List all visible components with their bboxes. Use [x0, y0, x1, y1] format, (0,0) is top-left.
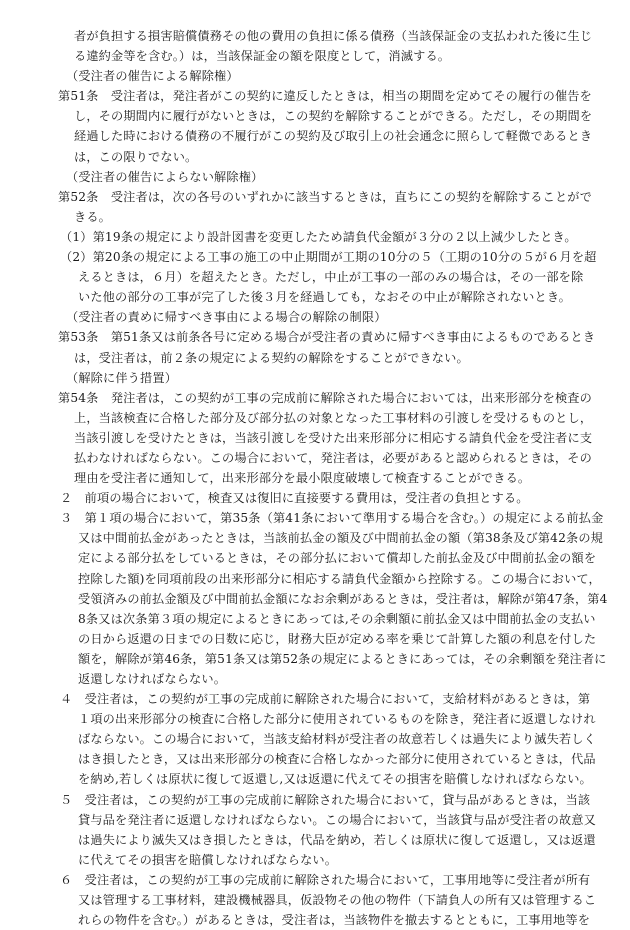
text-line: 定による部分払をしているときは，その部分払において償却した前払金及び中間前払金の額を	[78, 551, 597, 566]
text-line: 8条又は次条第３項の規定によるときにあっては,その余剰額に前払金又は中間前払金の支払い	[78, 611, 596, 626]
article-line: 第52条 受注者は，次の各号のいずれかに該当するときは，直ちにこの契約を解除することがで	[58, 189, 592, 204]
text-line: えるときは，６月）を超えたとき。ただし，中止が工事の一部のみの場合は，その一部を除	[78, 270, 584, 285]
text-line: 理由を受注者に通知して，出来形部分を最小限度破壊して検査することができる。	[74, 471, 531, 486]
text-line: は，受注者は，前２条の規定による契約の解除をすることができない。	[74, 350, 469, 365]
text-line: 払わなければならない。この場合において，発注者は，必要があると認められるときは，その	[74, 450, 592, 465]
text-line: し，その期間内に履行がないときは，この契約を解除することができる。ただし，その期間を	[74, 109, 593, 124]
text-line: 額を，解除が第46条，第51条又は第52条の規定によるときにあっては，その余剰額を発注者に	[78, 651, 607, 666]
section-heading: （受注者の責めに帰すべき事由による場合の解除の制限）	[66, 310, 387, 325]
text-line: 者が負担する損害賠償債務その他の費用の負担に係る債務（当該保証金の支払われた後に生じ	[74, 29, 593, 43]
text-line: の日から返還の日までの日数に応じ，財務大臣が定める率を乗じて計算した額の利息を付した	[78, 631, 597, 646]
article-line: 第51条 受注者は，発注者がこの契約に違反したときは，相当の期間を定めてその履行の催告を	[58, 89, 592, 104]
text-line: はき損したとき，又は出来形部分の検査に合格しなかった部分に使用されているときは，代品	[78, 752, 596, 767]
paragraph-line: ６ 受注者は，この契約が工事の完成前に解除された場合において，工事用地等に受注者が所有	[60, 872, 591, 887]
text-line: １項の出来形部分の検査に合格した部分に使用されているものを除き，発注者に返還しなけれ	[78, 712, 596, 727]
text-line: 経過した時における債務の不履行がこの契約及び取引上の社会通念に照らして軽微であるとき	[74, 129, 593, 144]
text-line: 又は中間前払金があったときは，当該前払金の額及び中間前払金の額（第38条及び第42条の規	[78, 531, 603, 546]
text-line: 上，当該検査に合格した部分及び部分払の対象となった工事材料の引渡しを受けるものとし，	[74, 410, 593, 425]
paragraph-line: ５ 受注者は，この契約が工事の完成前に解除された場合において，貸与品があるときは，当該	[60, 792, 591, 807]
paragraph-line: ４ 受注者は，この契約が工事の完成前に解除された場合において，支給材料があるときは，第	[60, 692, 591, 707]
text-line: に代えてその損害を賠償しなければならない。	[78, 852, 338, 867]
text-line: は過失により滅失又はき損したときは，代品を納め，若しくは原状に復して返還し，又は返還	[78, 832, 596, 847]
text-line: 又は管理する工事材料，建設機械器具，仮設物その他の物件（下請負人の所有又は管理するこ	[78, 893, 597, 908]
text-line: れらの物件を含む。）があるときは，受注者は，当該物件を撤去するとともに，工事用地等を	[78, 913, 591, 928]
text-line: いた他の部分の工事が完了した後３月を経過しても，なおその中止が解除されないとき。	[78, 290, 572, 305]
paragraph-line: ３ 第１項の場合において，第35条（第41条において準用する場合を含む。）の規定による前払金	[60, 511, 604, 526]
text-line: 貸与品を発注者に返還しなければならない。この場合において，当該貸与品が受注者の故意又	[78, 812, 596, 827]
section-heading: （受注者の催告によらない解除権）	[66, 169, 264, 184]
section-heading: （受注者の催告による解除権）	[66, 69, 239, 84]
paragraph-line: ２ 前項の場合において，検査又は復旧に直接要する費用は，受注者の負担とする。	[60, 491, 529, 506]
text-line: 返還しなければならない。	[78, 672, 227, 686]
article-line: 第54条 発注者は，この契約が工事の完成前に解除された場合においては，出来形部分を検査の	[58, 390, 592, 405]
text-line: は，この限りでない。	[74, 149, 198, 164]
text-line: きる。	[74, 209, 112, 224]
list-item: （2）第20条の規定による工事の施工の中止期間が工期の10分の５（工期の10分の５が６月を超	[60, 250, 597, 265]
text-line: 控除した額)を同項前段の出来形部分に相応する請負代金額から控除する。この場合において，	[78, 571, 601, 586]
section-heading: （解除に伴う措置）	[66, 370, 178, 385]
text-line: 当該引渡しを受けたときは，当該引渡しを受けた出来形部分に相応する請負代金を受注者に支	[74, 430, 593, 445]
text-line: を納め,若しくは原状に復して返還し,又は返還に代えてその損害を賠償しなければならない。	[78, 772, 592, 787]
text-line: 受領済みの前払金額及び中間前払金額になお余剰があるときは，受注者は，解除が第47条，第4	[78, 591, 608, 606]
list-item: （1）第19条の規定により設計図書を変更したため請負代金額が３分の２以上減少したとき。	[60, 229, 577, 244]
text-line: る違約金等を含む。）は，当該保証金の額を限度として，消滅する。	[74, 49, 451, 64]
text-line: ばならない。この場合において，当該支給材料が受注者の故意若しくは過失により滅失若しく	[78, 732, 596, 747]
article-line: 第53条 第51条又は前条各号に定める場合が受注者の責めに帰すべき事由によるものであるとき	[58, 330, 596, 345]
